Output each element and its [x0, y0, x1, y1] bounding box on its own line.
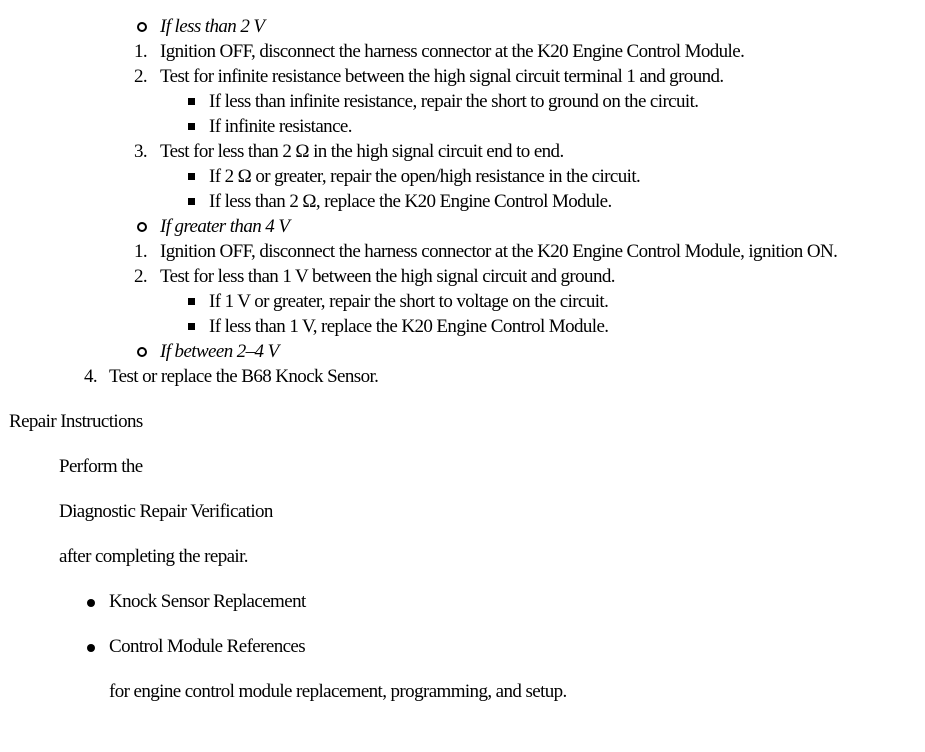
square-bullet-icon — [188, 173, 195, 180]
repair-paragraph: for engine control module replacement, programming, and setup. — [109, 681, 567, 702]
step-text: Test for infinite resistance between the high signal circuit terminal 1 and ground. — [160, 66, 724, 87]
circle-bullet-icon — [137, 22, 147, 32]
step-text: Test or replace the B68 Knock Sensor. — [109, 366, 379, 387]
step-number: 1. — [134, 241, 148, 262]
result-text: If less than 1 V, replace the K20 Engine Control Module. — [209, 316, 609, 337]
disc-bullet-icon — [87, 599, 95, 607]
diagnostic-repair-verification-link[interactable]: Diagnostic Repair Verification — [59, 501, 273, 522]
step-text: Test for less than 1 V between the high signal circuit and ground. — [160, 266, 615, 287]
circle-bullet-icon — [137, 347, 147, 357]
result-text: If less than infinite resistance, repair the short to ground on the circuit. — [209, 91, 699, 112]
result-text: If less than 2 Ω, replace the K20 Engine Control Module. — [209, 191, 612, 212]
result-text: If 2 Ω or greater, repair the open/high resistance in the circuit. — [209, 166, 641, 187]
step-number: 2. — [134, 266, 148, 287]
circle-bullet-icon — [137, 222, 147, 232]
step-text: Ignition OFF, disconnect the harness connector at the K20 Engine Control Module, ignition ON. — [160, 241, 838, 262]
square-bullet-icon — [188, 198, 195, 205]
repair-instructions-heading: Repair Instructions — [9, 411, 143, 432]
result-text: If infinite resistance. — [209, 116, 352, 137]
condition-heading-greater-than-4v: If greater than 4 V — [160, 216, 290, 237]
step-text: Test for less than 2 Ω in the high signal circuit end to end. — [160, 141, 564, 162]
step-number: 3. — [134, 141, 148, 162]
knock-sensor-replacement-link[interactable]: Knock Sensor Replacement — [109, 591, 306, 612]
condition-heading-between-2-4v: If between 2–4 V — [160, 341, 279, 362]
step-number: 1. — [134, 41, 148, 62]
disc-bullet-icon — [87, 644, 95, 652]
control-module-references-link[interactable]: Control Module References — [109, 636, 306, 657]
repair-paragraph: Perform the — [59, 456, 143, 477]
square-bullet-icon — [188, 323, 195, 330]
square-bullet-icon — [188, 98, 195, 105]
result-text: If 1 V or greater, repair the short to voltage on the circuit. — [209, 291, 609, 312]
step-text: Ignition OFF, disconnect the harness connector at the K20 Engine Control Module. — [160, 41, 745, 62]
square-bullet-icon — [188, 123, 195, 130]
condition-heading-less-than-2v: If less than 2 V — [160, 16, 265, 37]
step-number: 2. — [134, 66, 148, 87]
step-number: 4. — [84, 366, 98, 387]
square-bullet-icon — [188, 298, 195, 305]
repair-paragraph: after completing the repair. — [59, 546, 248, 567]
